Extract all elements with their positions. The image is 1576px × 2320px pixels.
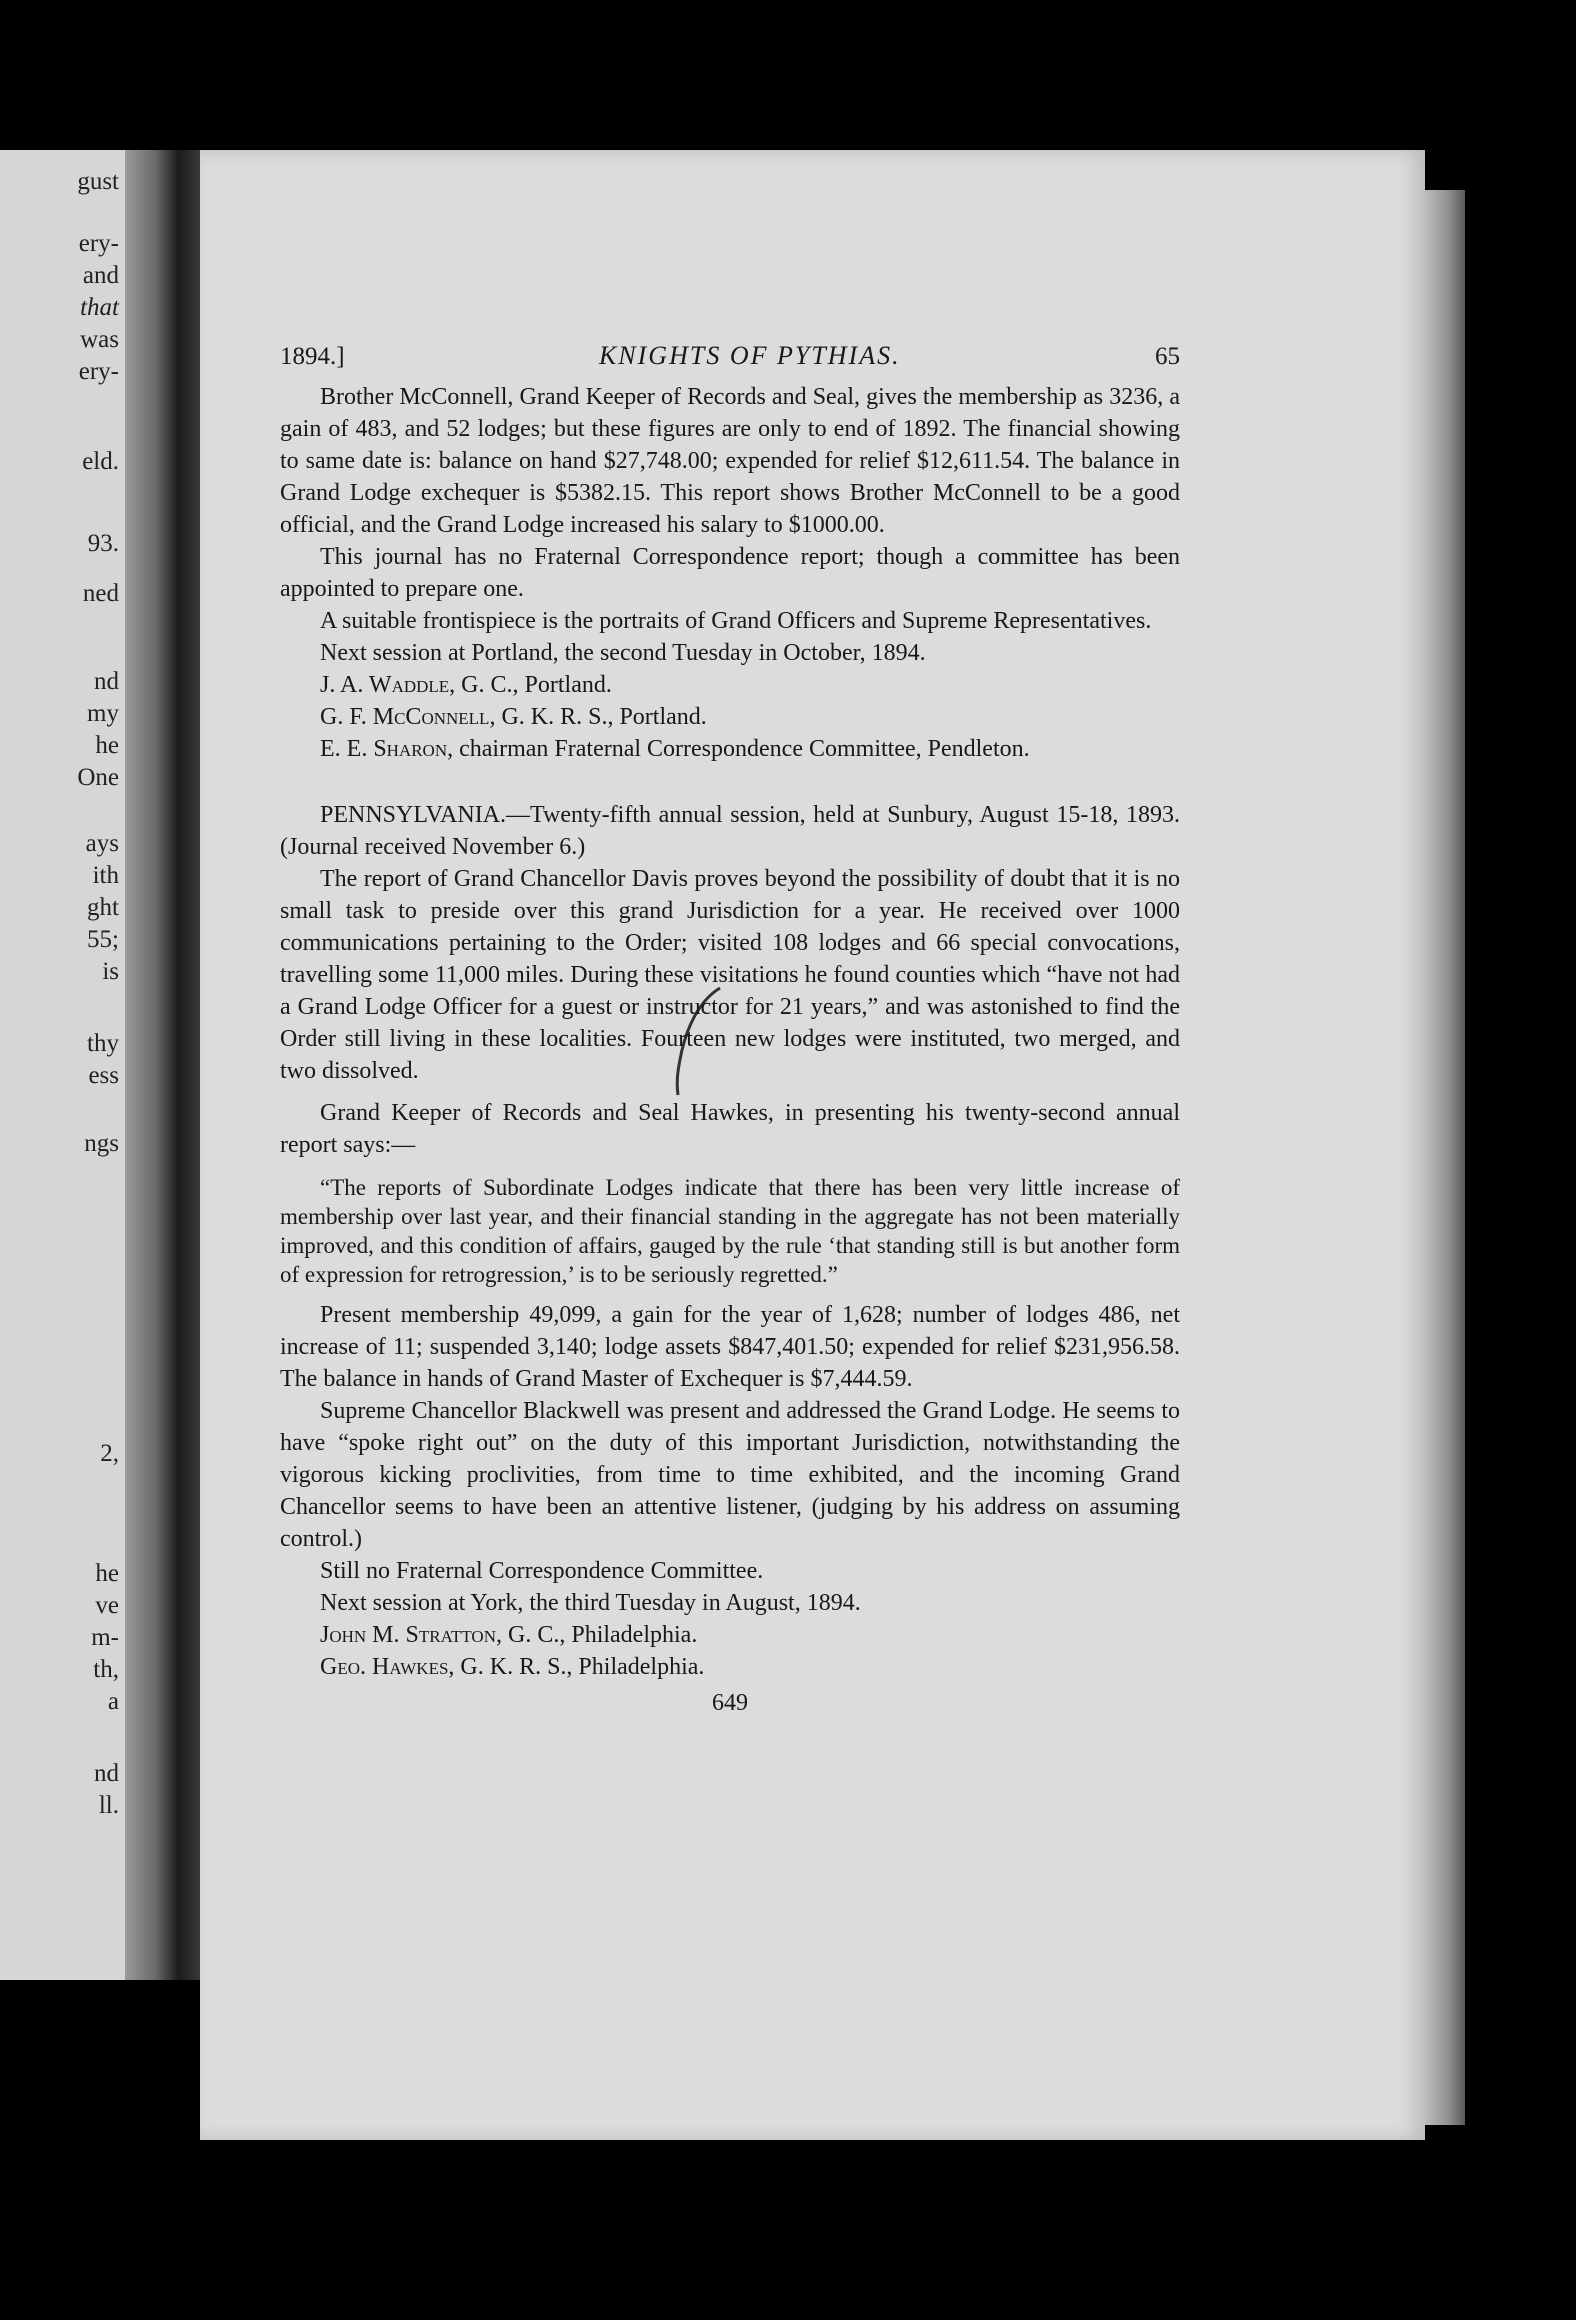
left-page-word: ve <box>95 1592 119 1619</box>
left-page-word: ll. <box>98 1792 119 1819</box>
left-page-word: ith <box>92 862 119 889</box>
left-page-word: gust <box>77 168 119 195</box>
oregon-paragraph-4: Next session at Portland, the second Tuesday in October, 1894. <box>320 640 926 666</box>
running-title: KNIGHTS OF PYTHIAS. <box>598 341 901 370</box>
pennsylvania-paragraph-1: The report of Grand Chancellor Davis proves beyond the possibility of doubt that it is no small task to preside over this grand Jurisdiction for a year. He received over 1000 communications pertaining to the Order; visited 108 lodges and 66 special convocations, travelling some 11,000 miles. During these visitations he found counties which “have not had a Grand Lodge Officer for a guest or instructor for 21 years,” and was astonished to find the Order still living in these localities. Fourteen new lodges were instituted, two merged, and two dissolved. <box>280 866 1180 1084</box>
left-page-word: 2, <box>100 1440 119 1467</box>
oregon-paragraph-2: This journal has no Fraternal Correspondence report; though a committee has been appointed to prepare one. <box>280 544 1180 602</box>
officer-role: , G. C., Philadelphia. <box>496 1622 698 1648</box>
left-page-word: ess <box>88 1062 119 1089</box>
pennsylvania-heading <box>280 799 1180 863</box>
officer-name: John M. Stratton <box>320 1622 496 1648</box>
left-page-word: ght <box>87 894 119 921</box>
officer-line <box>280 733 1180 765</box>
block-quote: “The reports of Subordinate Lodges indicate that there has been very little increase of membership over last year, and their financial standing in the aggregate has not been materially improved, and this condition of affairs, gauged by the rule ‘that standing still is but another form of expression for retrogression,’ is to be seriously regretted.” <box>280 1175 1180 1287</box>
pennsylvania-paragraph-2: Grand Keeper of Records and Seal Hawkes, in presenting his twenty-second annual report says:— <box>280 1100 1180 1158</box>
oregon-paragraph-3: A suitable frontispiece is the portraits of Grand Officers and Supreme Representatives. <box>320 608 1152 634</box>
officer-role: , chairman Fraternal Correspondence Committee, Pendleton. <box>447 736 1030 762</box>
header-year: 1894.] <box>280 343 345 370</box>
officer-role: , G. C., Portland. <box>449 672 612 698</box>
left-page-word: thy <box>87 1030 119 1057</box>
page-text <box>280 340 1180 1719</box>
left-page-word: nd <box>94 1760 119 1787</box>
officer-name: Geo. Hawkes <box>320 1654 449 1680</box>
running-header <box>280 340 1180 373</box>
left-page-word: 93. <box>87 530 119 557</box>
officer-name: J. A. Waddle <box>320 672 450 698</box>
pennsylvania-paragraph-4: Supreme Chancellor Blackwell was present and addressed the Grand Lodge. He seems to have “spoke right out” on the duty of this important Jurisdiction, notwithstanding the vigorous kicking proclivities, from time to time exhibited, and the incoming Grand Chancellor seems to have been an attentive listener, (judging by his address on assuming control.) <box>280 1398 1180 1552</box>
left-page-word: ery- <box>78 230 119 257</box>
officer-role: , G. K. R. S., Philadelphia. <box>448 1654 705 1680</box>
left-page-word: is <box>102 958 119 985</box>
left-page-word: nd <box>94 668 119 695</box>
officer-line <box>280 701 1180 733</box>
oregon-paragraph-1: Brother McConnell, Grand Keeper of Records and Seal, gives the membership as 3236, a gain of 483, and 52 lodges; but these figures are only to end of 1892. The financial showing to same date is: balance on hand $27,748.00; expended for relief $12,611.54. The balance in Grand Lodge exchequer is $5382.15. This report shows Brother McConnell to be a good official, and the Grand Lodge increased his salary to $1000.00. <box>280 384 1180 538</box>
pennsylvania-paragraph-3: Present membership 49,099, a gain for the year of 1,628; number of lodges 486, net increase of 11; suspended 3,140; lodge assets $847,401.50; expended for relief $231,956.58. The balance in hands of Grand Master of Exchequer is $7,444.59. <box>280 1302 1180 1392</box>
pennsylvania-paragraph-6: Next session at York, the third Tuesday in August, 1894. <box>320 1590 861 1616</box>
left-page-word: 55; <box>87 926 119 953</box>
section-title: PENNSYLVANIA. <box>320 802 507 828</box>
officer-line <box>280 669 1180 701</box>
section-subtitle: —Twenty-fifth annual session, held at Sunbury, August 15-18, 1893. (Journal received November 6.) <box>280 802 1180 860</box>
left-page-word: was <box>80 326 119 353</box>
left-page-word: eld. <box>82 448 119 475</box>
left-page-word: One <box>77 764 119 791</box>
left-page-word: a <box>107 1688 119 1715</box>
officer-line <box>280 1651 1180 1683</box>
folio-number: 649 <box>712 1690 748 1716</box>
left-page-word: he <box>95 1560 119 1587</box>
officer-name: G. F. McConnell <box>320 704 490 730</box>
left-page-word: my <box>87 700 119 727</box>
officer-line <box>280 1619 1180 1651</box>
left-page-word: that <box>80 294 119 321</box>
page-edge <box>1425 190 1465 2125</box>
left-page-word: ngs <box>84 1130 119 1157</box>
left-page-word: and <box>82 262 119 289</box>
book-page <box>200 150 1425 2140</box>
left-page-word: th, <box>93 1656 119 1683</box>
left-page-fragment <box>0 150 125 1980</box>
officer-role: , G. K. R. S., Portland. <box>489 704 707 730</box>
officer-name: E. E. Sharon <box>320 736 448 762</box>
book-gutter <box>125 150 201 1980</box>
left-page-word: he <box>95 732 119 759</box>
left-page-word: ned <box>82 580 119 607</box>
left-page-word: m- <box>91 1624 119 1651</box>
pennsylvania-paragraph-5: Still no Fraternal Correspondence Committee. <box>320 1558 764 1584</box>
left-page-word: ays <box>85 830 119 857</box>
page-number: 65 <box>1155 343 1180 370</box>
left-page-word: ery- <box>78 358 119 385</box>
